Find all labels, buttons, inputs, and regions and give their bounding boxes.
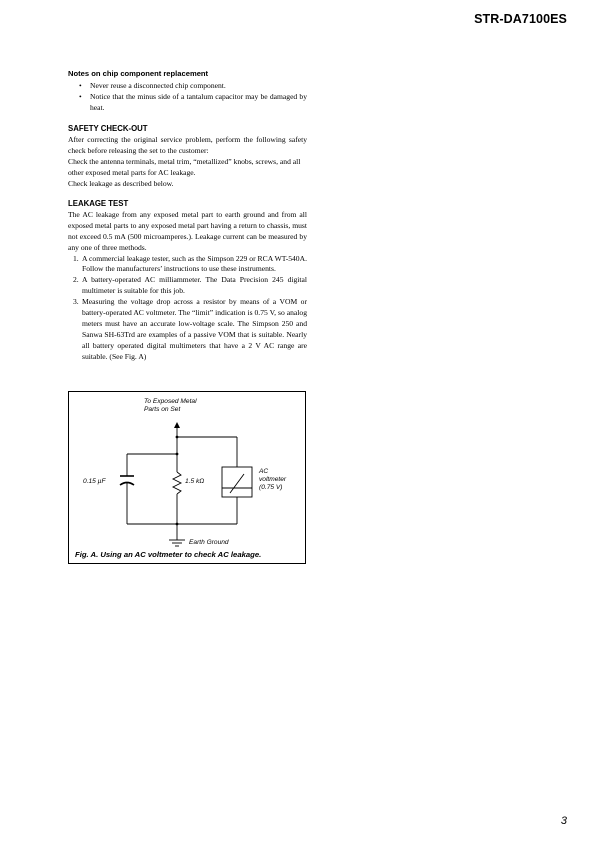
capacitor-label: 0.15 µF [83,478,106,485]
model-number: STR-DA7100ES [474,12,567,26]
leakage-heading: LEAKAGE TEST [68,199,129,208]
figure-a-box [68,391,306,564]
notes-section [68,69,307,114]
resistor-label: 1.5 kΩ [185,478,205,485]
method-text: A battery-operated AC milliammeter. The Data Precision 245 digital multimeter is suitable for this job. [82,275,307,296]
method-text: A commercial leakage tester, such as the Simpson 229 or RCA WT-540A. Follow the manufacturers’ instructions to use these instruments. [82,253,307,274]
method-number: 2. [73,275,79,285]
resistor-symbol [173,472,181,494]
safety-heading: SAFETY CHECK-OUT [68,124,148,133]
safety-paragraph: After correcting the original service problem, perform the following safety check before releasing the set to the customer: [68,134,307,155]
safety-section [68,124,307,189]
earth-ground-label: Earth Ground [189,539,229,546]
method-item [68,297,307,362]
method-number: 1. [73,253,79,263]
method-item [68,254,307,276]
notes-item: • Never reuse a disconnected chip component. [68,81,307,92]
voltmeter-needle [230,474,244,493]
method-item [68,275,307,297]
junction-dot [176,523,179,526]
notes-list [68,81,307,114]
junction-dot [176,453,179,456]
arrow-icon [174,422,180,428]
method-number: 3. [73,297,79,307]
notes-heading: Notes on chip component replacement [68,69,209,78]
figure-caption: Fig. A. Using an AC voltmeter to check AC leakage. [75,550,262,559]
voltmeter-symbol [222,467,252,497]
page-number: 3 [560,815,567,827]
method-text: Measuring the voltage drop across a resistor by means of a VOM or battery-operated AC voltmeter. The “limit” indication is 0.75 V, so analog meters must have an accurate low-voltage scale. The Simpson 250 and Sanwa SH-63Trd are examples of a passive VOM that is suitable. Nearly all battery operated digital multimeters that have a 2 V AC range are suitable. (See Fig. A) [82,297,307,361]
exposed-metal-label: To Exposed Metal Parts on Set [144,398,197,413]
voltmeter-label: AC voltmeter (0.75 V) [259,468,287,491]
safety-check-instruction: Check leakage as described below. [68,178,174,188]
safety-check-text: Check the antenna terminals, metal trim, “metallized” knobs, screws, and all other exposed metal parts for AC leakage. [68,156,301,177]
methods-list [68,254,307,363]
notes-item: • Notice that the minus side of a tantalum capacitor may be damaged by heat. [68,92,307,114]
leakage-paragraph: The AC leakage from any exposed metal part to earth ground and from all exposed metal parts to any exposed metal part having a return to chassis, must not exceed 0.5 mA (500 microamperes.). Leakage current can be measured by any one of three methods. [68,209,307,252]
junction-dot [176,436,179,439]
leakage-section [68,199,307,363]
